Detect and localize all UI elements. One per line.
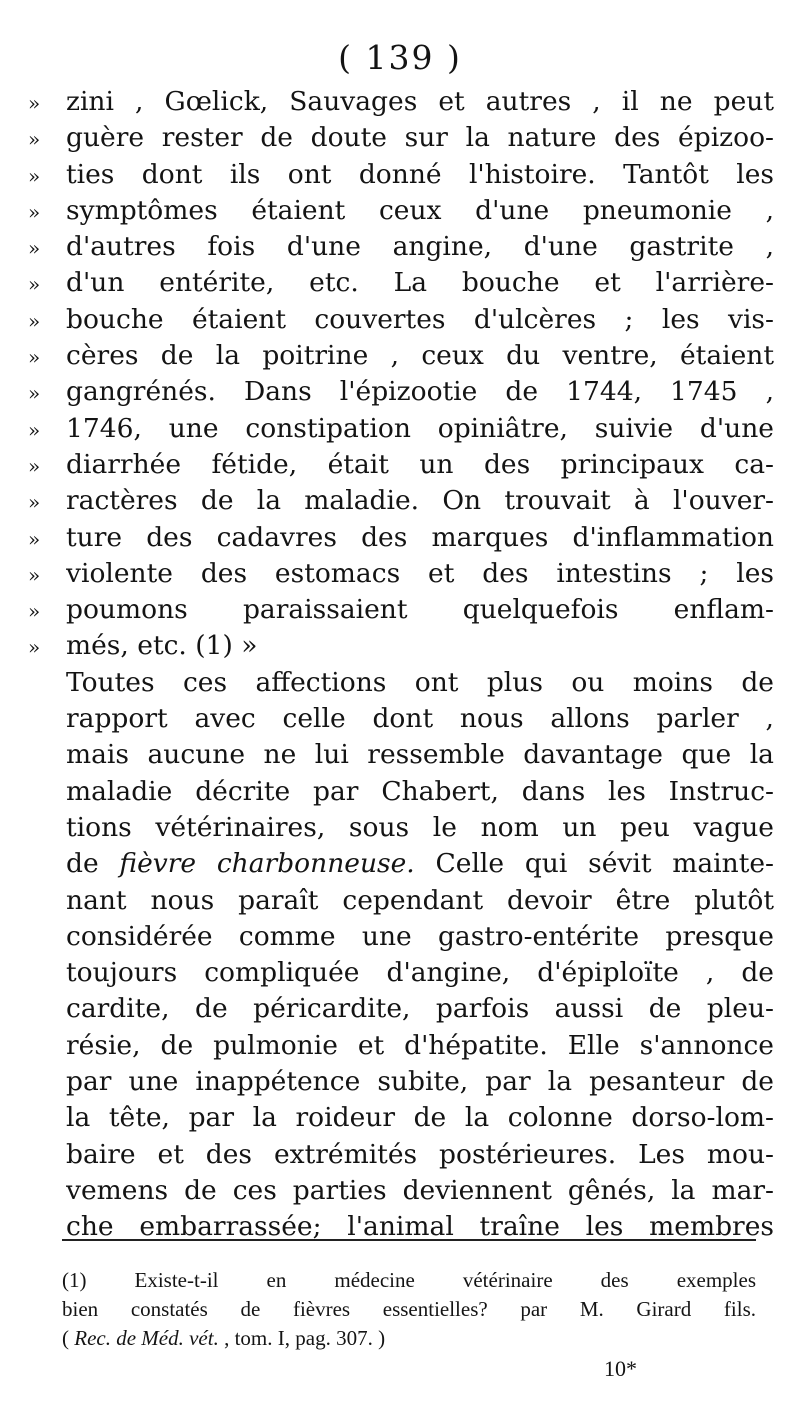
paragraph-line bbox=[28, 810, 774, 846]
line-text: bouche étaient couvertes d'ulcères ; les vis- bbox=[66, 303, 774, 335]
line-text: diarrhée fétide, était un des principaux ca- bbox=[66, 448, 774, 480]
paragraph-line bbox=[28, 1028, 774, 1064]
text-run: Celle qui sévit mainte- bbox=[414, 848, 774, 880]
footnote-journal-title: Rec. de Méd. vét. bbox=[74, 1326, 219, 1350]
quoted-line bbox=[28, 84, 774, 120]
paragraph-line bbox=[28, 737, 774, 773]
page-number: ( 139 ) bbox=[338, 38, 462, 77]
quoted-line bbox=[28, 157, 774, 193]
quote-mark: » bbox=[28, 199, 41, 224]
quote-mark: » bbox=[28, 417, 41, 442]
quoted-line bbox=[28, 120, 774, 156]
quote-mark: » bbox=[28, 91, 41, 115]
footnote-citation-rest: , tom. I, pag. 307. ) bbox=[218, 1326, 386, 1350]
line-text bbox=[66, 846, 774, 882]
line-text: gangrénés. Dans l'épizootie de 1744, 1745 , bbox=[66, 376, 774, 408]
paragraph-line bbox=[28, 701, 774, 737]
footnote-line: bien constatés de fièvres essentielles? par M. Girard fils. bbox=[62, 1297, 756, 1321]
footnote-rule bbox=[62, 1239, 756, 1241]
quote-mark: » bbox=[28, 526, 41, 551]
quoted-passage bbox=[28, 84, 774, 665]
quoted-line bbox=[28, 556, 774, 592]
line-text: poumons paraissaient quelquefois enflam- bbox=[66, 594, 774, 626]
quote-mark: » bbox=[28, 635, 41, 660]
paragraph-line bbox=[28, 665, 774, 701]
footnote-open-paren: ( bbox=[62, 1326, 75, 1350]
paragraph-line bbox=[28, 991, 774, 1027]
paragraph-line bbox=[28, 1137, 774, 1173]
line-text: zini , Gœlick, Sauvages et autres , il ne peut bbox=[66, 86, 774, 117]
line-text: résie, de pulmonie et d'hépatite. Elle s'annonce bbox=[66, 1029, 774, 1061]
quoted-line bbox=[28, 374, 774, 410]
line-text: vemens de ces parties deviennent gênés, la mar- bbox=[66, 1174, 774, 1206]
quoted-line bbox=[28, 338, 774, 374]
line-text: d'autres fois d'une angine, d'une gastrite , bbox=[66, 231, 774, 263]
line-text: cardite, de péricardite, parfois aussi de pleu- bbox=[66, 993, 774, 1025]
line-text: considérée comme une gastro-entérite presque bbox=[66, 920, 774, 952]
line-text: ties dont ils ont donné l'histoire. Tantôt les bbox=[66, 158, 774, 190]
paragraph bbox=[28, 665, 774, 1246]
line-text: Toutes ces affections ont plus ou moins de bbox=[66, 666, 774, 698]
quote-mark: » bbox=[28, 272, 41, 297]
quote-mark: » bbox=[28, 127, 41, 152]
quoted-line bbox=[28, 411, 774, 447]
paragraph-line bbox=[28, 1064, 774, 1100]
footnote-citation-line bbox=[62, 1324, 756, 1353]
line-text: ractères de la maladie. On trouvait à l'ouver- bbox=[66, 485, 774, 517]
paragraph-line bbox=[28, 846, 774, 882]
line-text: 1746, une constipation opiniâtre, suivie d'une bbox=[66, 412, 774, 444]
quoted-line bbox=[28, 265, 774, 301]
line-text: mais aucune ne lui ressemble davantage que la bbox=[66, 739, 774, 771]
paragraph-line bbox=[28, 919, 774, 955]
line-text: nant nous paraît cependant devoir être plutôt bbox=[66, 884, 774, 916]
line-text: més, etc. (1) » bbox=[66, 630, 258, 662]
paragraph-line bbox=[28, 955, 774, 991]
quote-mark: » bbox=[28, 562, 41, 587]
quote-mark: » bbox=[28, 236, 41, 261]
line-text: d'un entérite, etc. La bouche et l'arrière- bbox=[66, 267, 774, 299]
body-text bbox=[28, 84, 774, 1246]
line-text: cères de la poitrine , ceux du ventre, étaient bbox=[66, 340, 774, 372]
quoted-line bbox=[28, 520, 774, 556]
quoted-line bbox=[28, 592, 774, 628]
paragraph-line bbox=[28, 774, 774, 810]
quoted-line bbox=[28, 628, 774, 664]
quote-mark: » bbox=[28, 163, 41, 188]
line-text: baire et des extrémités postérieures. Les mou- bbox=[66, 1138, 774, 1170]
quote-mark: » bbox=[28, 490, 41, 515]
line-text: ture des cadavres des marques d'inflammation bbox=[66, 521, 774, 553]
line-text: rapport avec celle dont nous allons parler , bbox=[66, 703, 774, 735]
footnote-line: (1) Existe-t-il en médecine vétérinaire des exemples bbox=[62, 1268, 756, 1292]
paragraph-line bbox=[28, 883, 774, 919]
line-text: violente des estomacs et des intestins ; les bbox=[66, 557, 774, 589]
paragraph-line bbox=[28, 1100, 774, 1136]
text-run: de bbox=[66, 848, 120, 880]
quote-mark: » bbox=[28, 453, 41, 478]
line-text: toujours compliquée d'angine, d'épiploïte , de bbox=[66, 957, 774, 989]
quote-mark: » bbox=[28, 381, 41, 406]
line-text: che embarrassée; l'animal traîne les membres bbox=[66, 1211, 774, 1243]
line-text: guère rester de doute sur la nature des épizoo- bbox=[66, 122, 774, 154]
line-text: symptômes étaient ceux d'une pneumonie , bbox=[66, 194, 774, 226]
footnote bbox=[62, 1266, 756, 1353]
paragraph-line bbox=[28, 1173, 774, 1209]
line-text: maladie décrite par Chabert, dans les Instruc- bbox=[66, 775, 774, 807]
quoted-line bbox=[28, 302, 774, 338]
signature-mark: 10* bbox=[604, 1356, 637, 1381]
line-text: par une inappétence subite, par la pesanteur de bbox=[66, 1066, 774, 1098]
quoted-line bbox=[28, 193, 774, 229]
quoted-line bbox=[28, 483, 774, 519]
italic-term: fièvre charbonneuse. bbox=[119, 848, 415, 880]
line-text: la tête, par la roideur de la colonne dorso-lom- bbox=[66, 1102, 774, 1134]
quote-mark: » bbox=[28, 345, 41, 370]
quoted-line bbox=[28, 447, 774, 483]
quote-mark: » bbox=[28, 599, 41, 624]
quote-mark: » bbox=[28, 308, 41, 333]
line-text: tions vétérinaires, sous le nom un peu vague bbox=[66, 811, 774, 843]
quoted-line bbox=[28, 229, 774, 265]
